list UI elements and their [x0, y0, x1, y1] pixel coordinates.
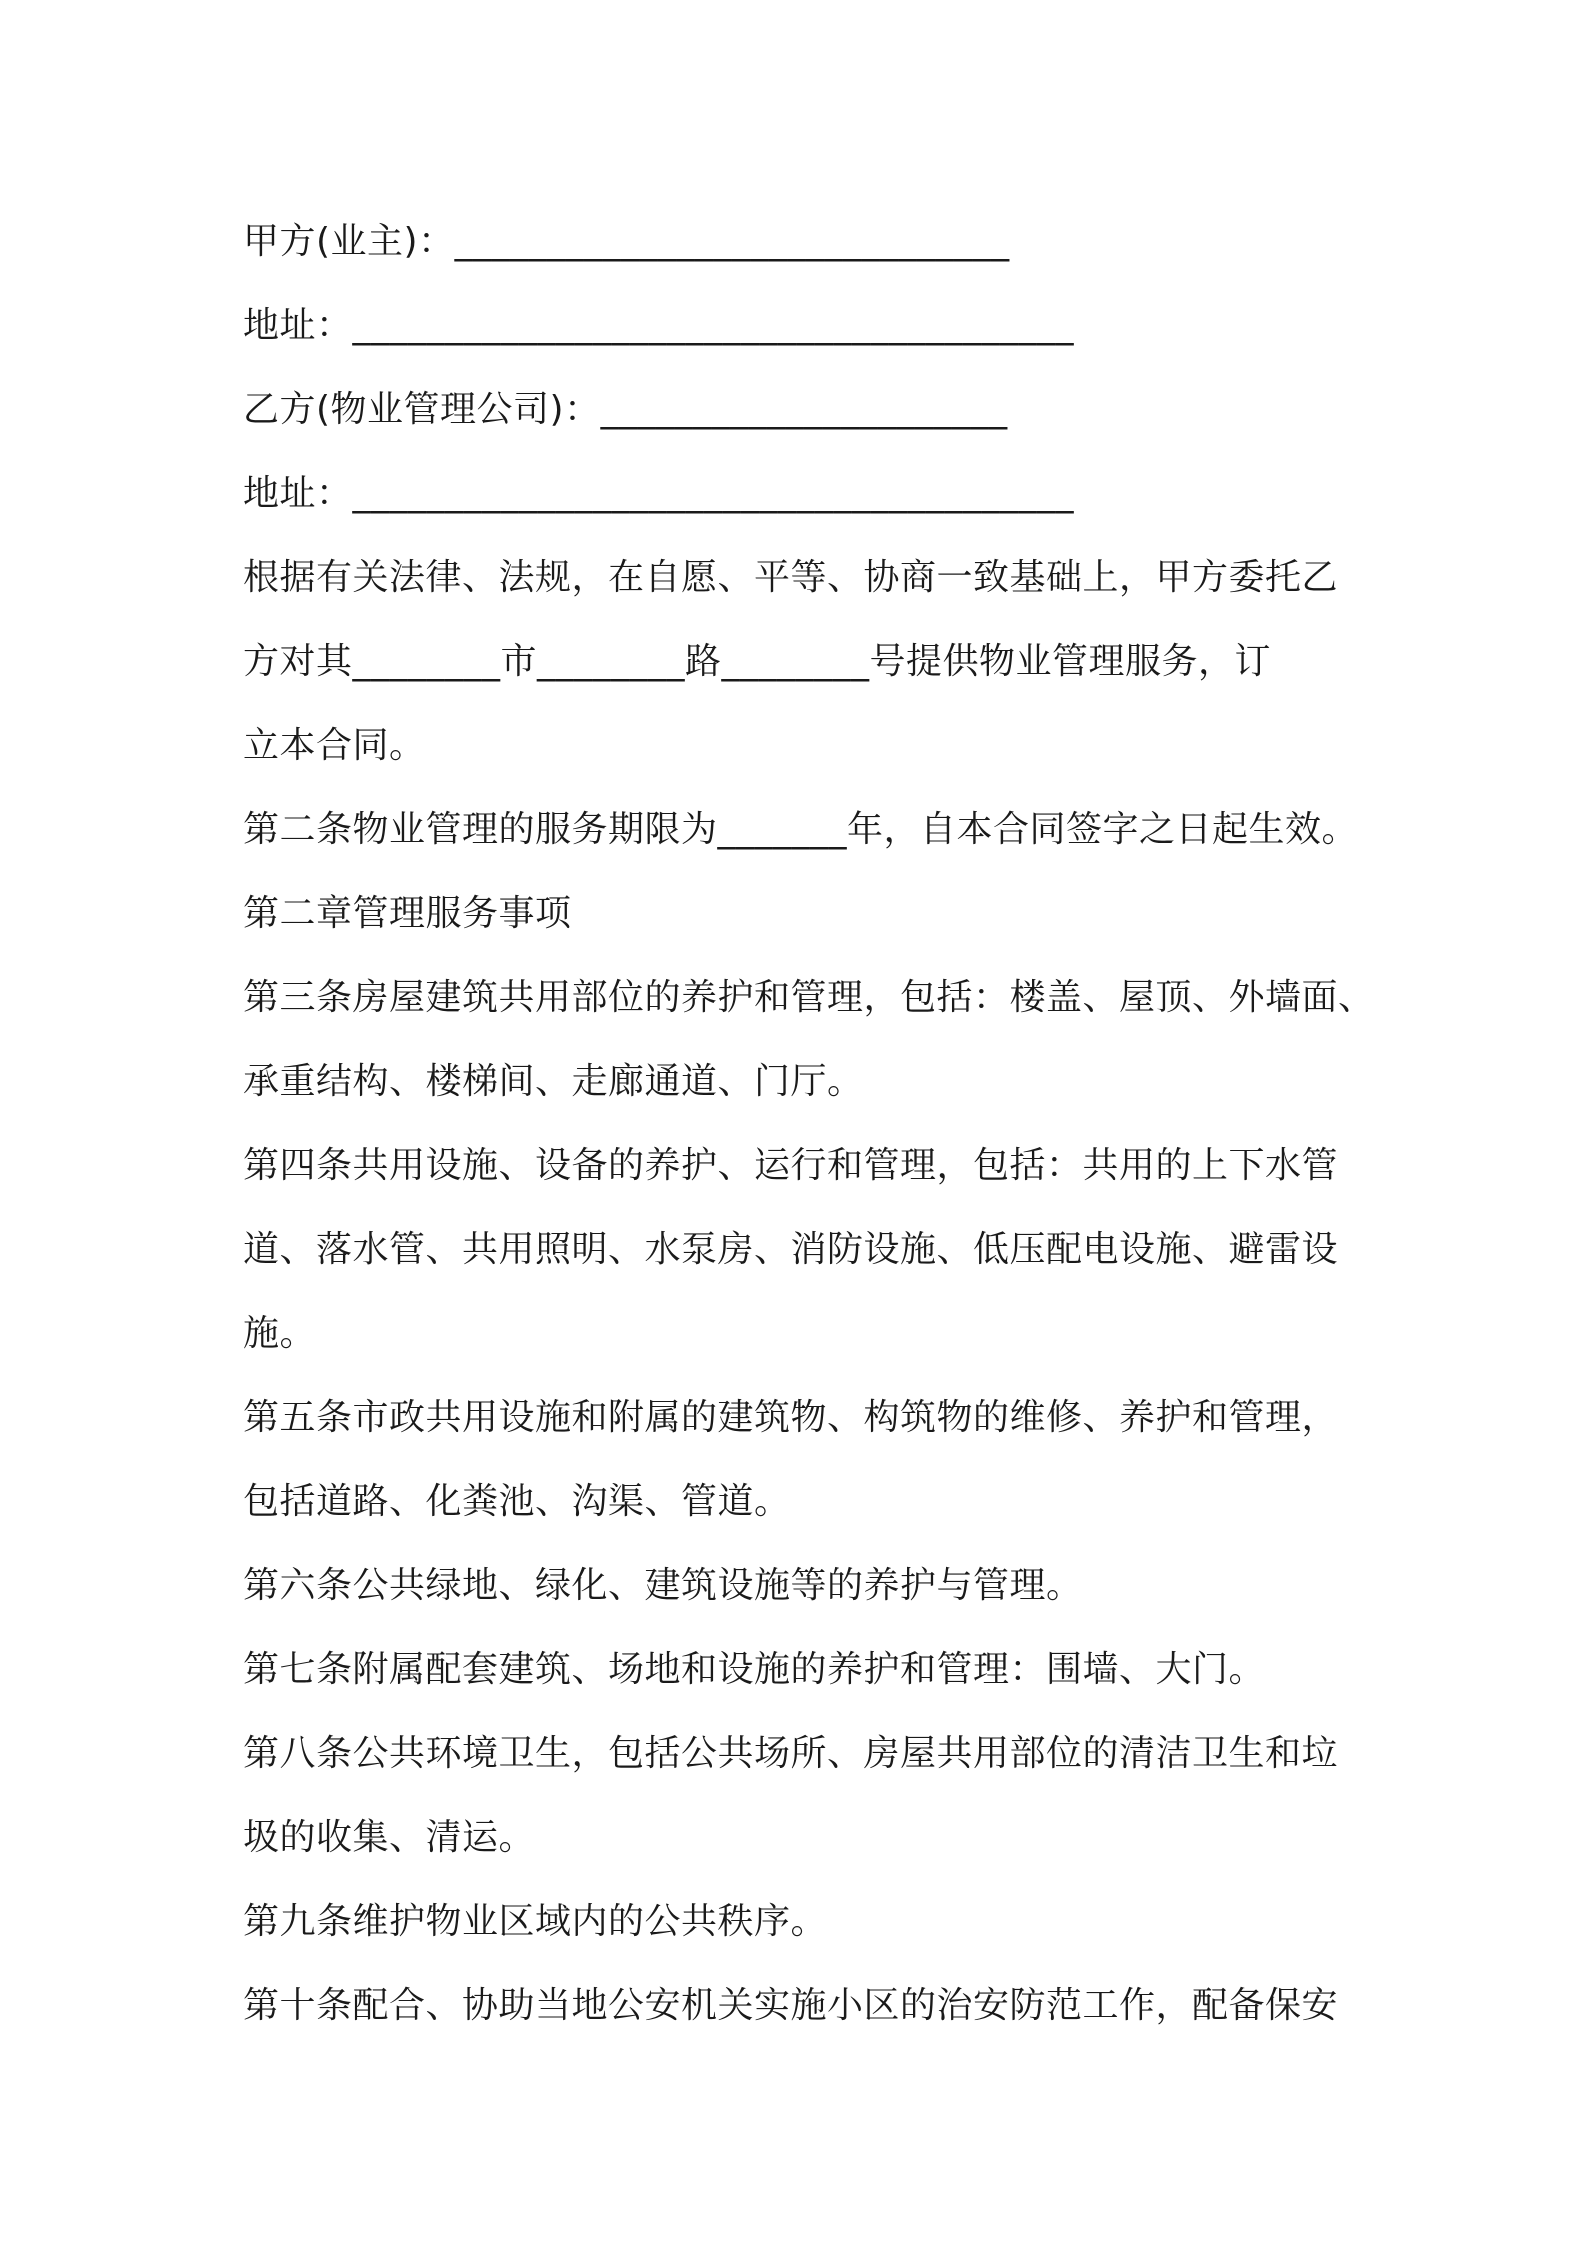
- party-b-address-line: 地址：_______________________________________: [243, 473, 1075, 514]
- article-7-line: 第七条附属配套建筑、场地和设施的养护和管理：围墙、大门。: [243, 1649, 1266, 1690]
- chapter-2-heading: 第二章管理服务事项: [243, 893, 572, 934]
- preamble-line-3: 立本合同。: [243, 725, 426, 766]
- preamble-line-1: 根据有关法律、法规，在自愿、平等、协商一致基础上，甲方委托乙: [243, 557, 1339, 598]
- article-2-line: 第二条物业管理的服务期限为_______年，自本合同签字之日起生效。: [243, 809, 1359, 850]
- party-b-line: 乙方(物业管理公司)：______________________: [243, 389, 1008, 430]
- article-3-line-2: 承重结构、楼梯间、走廊通道、门厅。: [243, 1061, 864, 1102]
- article-6-line: 第六条公共绿地、绿化、建筑设施等的养护与管理。: [243, 1565, 1083, 1606]
- party-a-line: 甲方(业主)：______________________________: [243, 221, 1010, 262]
- article-4-line-1: 第四条共用设施、设备的养护、运行和管理，包括：共用的上下水管: [243, 1145, 1339, 1186]
- document-page: [243, 200, 1373, 2048]
- article-10-line-1: 第十条配合、协助当地公安机关实施小区的治安防范工作，配备保安: [243, 1985, 1339, 2026]
- preamble-line-2: 方对其________市________路________号提供物业管理服务，订: [243, 641, 1272, 682]
- article-8-line-1: 第八条公共环境卫生，包括公共场所、房屋共用部位的清洁卫生和垃: [243, 1733, 1339, 1774]
- party-a-address-line: 地址：_______________________________________: [243, 305, 1075, 346]
- article-5-line-2: 包括道路、化粪池、沟渠、管道。: [243, 1481, 791, 1522]
- article-5-line-1: 第五条市政共用设施和附属的建筑物、构筑物的维修、养护和管理，: [243, 1397, 1339, 1438]
- article-8-line-2: 圾的收集、清运。: [243, 1817, 536, 1858]
- article-3-line-1: 第三条房屋建筑共用部位的养护和管理，包括：楼盖、屋顶、外墙面、: [243, 977, 1375, 1018]
- article-4-line-3: 施。: [243, 1313, 317, 1354]
- article-9-line: 第九条维护物业区域内的公共秩序。: [243, 1901, 828, 1942]
- article-4-line-2: 道、落水管、共用照明、水泵房、消防设施、低压配电设施、避雷设: [243, 1229, 1339, 1270]
